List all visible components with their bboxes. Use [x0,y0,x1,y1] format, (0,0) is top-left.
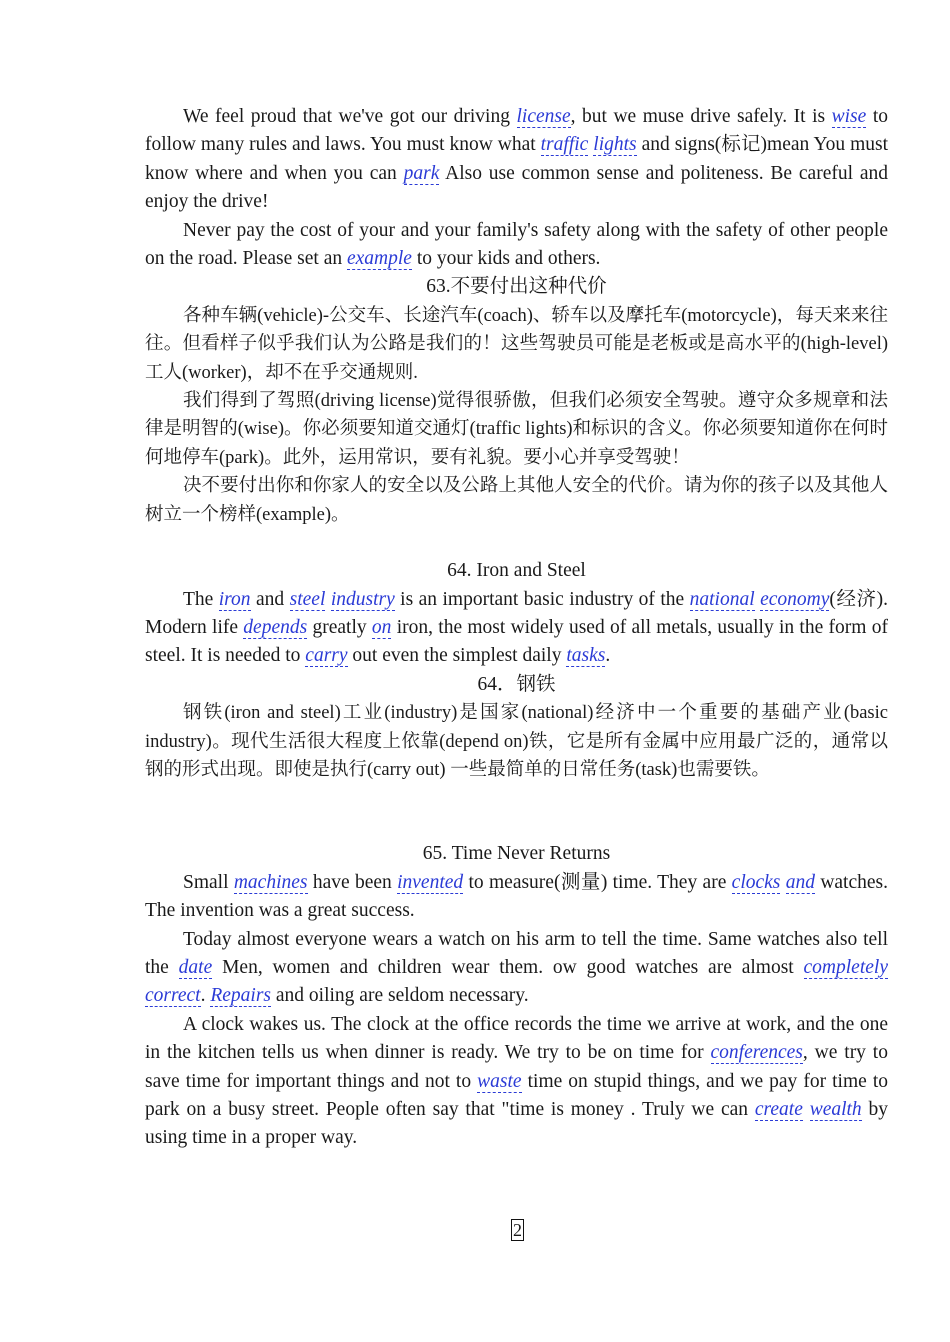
text-run: iron, the most widely used of all metals, usually in the form of steel. It is needed to [145,616,888,667]
text-run: is an important basic industry of the [394,588,690,610]
section-65-title: 65. Time Never Returns [422,843,611,865]
text-run: (经济). Modern life [145,588,888,638]
text-run: Also use common sense and politeness. Be careful and enjoy the drive! [145,162,888,213]
paragraph-never-pay [145,217,888,274]
keyword-clocks: clocks [731,871,781,893]
text-run: Men, women and children wear them. ow good watches are almost [212,956,804,978]
keyword-traffic: traffic [540,134,589,156]
keyword-wealth: wealth [809,1099,862,1120]
zh-paragraph: 各种车辆(vehicle)-公交车、长途汽车(coach)、轿车以及摩托车(motorcycle)，每天来来往往。但看样子似乎我们认为公路是我们的！这些驾驶员可能是老板或是高水平的(high-level)工人(worker)，却不在乎交通规则. [145,305,888,383]
text-run: and [250,588,290,610]
text-run: watches. The invention was a great success. [145,871,888,922]
keyword-invented: invented [397,871,464,893]
text-run: We feel proud that we've got our driving [183,106,517,127]
text-run: A clock wakes us. The clock at the office records the time we arrive at work, and the one in the kitchen tells us when dinner is ready. We try to be on time for [145,1013,888,1064]
keyword-park: park [403,162,440,184]
keyword-on: on [371,616,392,638]
keyword-lights: lights [593,134,637,156]
text-run: . [605,645,611,667]
keyword-waste: waste [477,1070,522,1092]
keyword-steel: steel [289,588,326,610]
text-run: greatly [307,616,372,638]
keyword-machines: machines [233,871,308,893]
paragraph-driving-safety [145,103,888,217]
text-run [780,872,785,893]
keyword-economy: economy [760,588,830,610]
text-run: by using time in a proper way. [145,1099,889,1149]
section-63-zh-title: 63.不要付出这种代价 [426,276,607,298]
text-run: to follow many rules and laws. You must know what [145,106,888,156]
text-run: out even the simplest daily [347,645,567,667]
keyword-wise: wise [831,106,867,127]
text-run: Today almost everyone wears a watch on his arm to tell the time. Same watches also tell the [145,928,888,978]
keyword-depends: depends [243,616,308,638]
keyword-iron: iron [218,588,251,610]
keyword-industry: industry [330,588,395,610]
keyword-correct: correct [145,985,201,1007]
keyword-create: create [754,1099,803,1120]
keyword-date: date [178,956,213,978]
text-run: have been [307,871,398,893]
text-run: , but we muse drive safely. It is [570,106,832,127]
zh-paragraph: 决不要付出你和你家人的安全以及公路上其他人安全的代价。请为你的孩子以及其他人树立一个榜样(example)。 [145,476,888,525]
zh-paragraph: 我们得到了驾照(driving license)觉得很骄傲，但我们必须安全驾驶。遵守众多规章和法律是明智的(wise)。你必须要知道交通灯(traffic lights)和标识的含义。你必须要知道你在何时何地停车(park)。此外，运用常识，要有礼貌。要小心并享受驾驶！ [145,391,888,468]
text-run: and signs(标记)mean You must know where and when you can [145,134,889,184]
paragraph-clock-wakes [145,1011,888,1153]
keyword-national: national [689,588,755,610]
text-run: Never pay the cost of your and your family's safety along with the safety of other people on the road. Please set an [145,219,888,270]
text-run: , we try to save time for important things and not to [145,1042,888,1092]
page-number: 2 [513,1220,522,1240]
keyword-completely: completely [803,956,888,978]
text-run [803,1099,810,1120]
keyword-carry: carry [305,645,348,667]
keyword-license: license [516,106,571,127]
text-run: and oiling are seldom necessary. [271,985,529,1007]
section-64-zh-title: 64．钢铁 [477,673,556,695]
keyword-conferences: conferences [710,1042,803,1064]
keyword-and: and [785,871,815,893]
paragraph-iron-steel [145,586,888,671]
zh-paragraph: 钢铁(iron and steel)工业(industry)是国家(national)经济中一个重要的基础产业(basic industry)。现代生活很大程度上依靠(depend on)铁，它是所有金属中应用最广泛的，通常以钢的形式出现。即使是执行(carry out) 一些最简单的日常任务(task)也需要铁。 [145,703,888,780]
paragraph-small-machines [145,869,888,926]
keyword-example: example [346,248,412,270]
section-64-title: 64. Iron and Steel [447,560,586,582]
text-run: to measure(测量) time. They are [463,871,732,893]
keyword-tasks: tasks [566,645,606,667]
text-run: time on stupid things, and we pay for time to park on a busy street. People often say that "time is money . Truly we can [145,1070,888,1120]
text-run [325,589,330,610]
text-run: Small [183,871,234,893]
document-page [145,103,888,1153]
text-run: . [200,985,211,1007]
paragraph-today-watch [145,926,888,1011]
keyword-repairs: Repairs [210,985,272,1007]
text-run: The [183,588,219,610]
text-run: to your kids and others. [411,248,601,270]
